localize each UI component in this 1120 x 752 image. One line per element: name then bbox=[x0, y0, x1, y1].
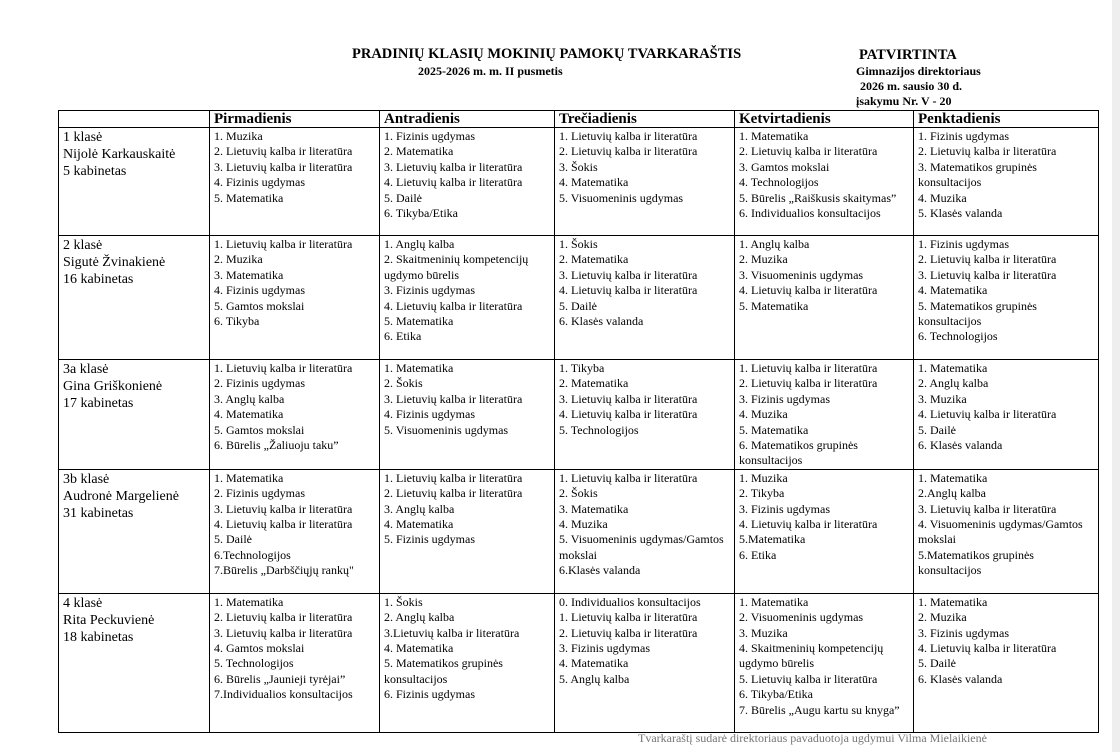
lesson-item: 5.Matematikos grupinės konsultacijos bbox=[918, 547, 1034, 578]
lesson-item: 3. Fizinis ugdymas bbox=[739, 501, 831, 516]
lesson-item: 4. Fizinis ugdymas bbox=[384, 407, 476, 422]
lesson-item: 3. Lietuvių kalba ir literatūra bbox=[214, 625, 353, 640]
lesson-item: 2. Lietuvių kalba ir literatūra bbox=[214, 610, 353, 625]
lesson-item: 1. Matematika bbox=[214, 470, 284, 485]
lesson-item: 2. Lietuvių kalba ir literatūra bbox=[559, 625, 698, 640]
lesson-item: 1. Anglų kalba bbox=[384, 237, 455, 251]
lesson-item: 5. Matematika bbox=[739, 298, 809, 313]
lessons-cell bbox=[914, 593, 1099, 732]
lesson-item: 3. Visuomeninis ugdymas bbox=[739, 267, 864, 282]
class-info-cell bbox=[59, 128, 210, 236]
lesson-item: 2. Matematika bbox=[384, 144, 454, 159]
lesson-item: 2. Matematika bbox=[559, 252, 629, 267]
room-number: 31 kabinetas bbox=[63, 505, 134, 521]
lesson-item: 3. Fizinis ugdymas bbox=[384, 283, 476, 298]
lesson-item: 6. Matematikos grupinės konsultacijos bbox=[739, 438, 858, 468]
class-row bbox=[59, 469, 1099, 593]
lesson-item: 3. Lietuvių kalba ir literatūra bbox=[214, 501, 353, 516]
lesson-item: 4. Matematika bbox=[559, 175, 629, 190]
class-row bbox=[59, 360, 1099, 470]
lesson-item: 4. Lietuvių kalba ir literatūra bbox=[384, 175, 523, 190]
lesson-item: 2. Matematika bbox=[559, 376, 629, 391]
footer-note: Tvarkaraštį sudarė direktoriaus pavaduotoja ugdymui Vilma Mielaikienė bbox=[638, 731, 987, 745]
class-name: 3a klasė bbox=[63, 362, 109, 377]
lesson-item: 5. Technologijos bbox=[559, 422, 639, 437]
lesson-item: 1. Anglų kalba bbox=[739, 237, 810, 251]
lesson-item: 2. Fizinis ugdymas bbox=[214, 486, 306, 501]
lesson-item: 1. Matematika bbox=[739, 594, 809, 609]
vertical-scrollbar[interactable] bbox=[1112, 0, 1120, 752]
room-number: 17 kabinetas bbox=[63, 396, 134, 411]
lesson-item: 6.Technologijos bbox=[214, 547, 291, 562]
lesson-item: 1. Muzika bbox=[739, 470, 788, 485]
room-number: 16 kabinetas bbox=[63, 272, 134, 287]
class-info-cell bbox=[59, 236, 210, 360]
teacher-name: Rita Peckuvienė bbox=[63, 612, 155, 628]
lessons-cell bbox=[914, 128, 1099, 236]
lesson-item: 5. Dailė bbox=[214, 532, 252, 547]
lesson-item: 2.Anglų kalba bbox=[918, 486, 986, 501]
class-name: 3b klasė bbox=[63, 471, 110, 487]
lessons-cell bbox=[914, 236, 1099, 360]
class-name: 2 klasė bbox=[63, 238, 103, 253]
lesson-item: 5. Lietuvių kalba ir literatūra bbox=[739, 671, 878, 686]
class-info-cell bbox=[59, 469, 210, 593]
lesson-item: 6. Klasės valanda bbox=[559, 314, 644, 329]
lesson-item: 6. Etika bbox=[384, 329, 422, 344]
class-name: 4 klasė bbox=[63, 595, 103, 611]
lesson-item: 5.Matematika bbox=[739, 532, 806, 547]
lessons-cell bbox=[380, 128, 555, 236]
approval-line: PATVIRTINTA bbox=[859, 47, 957, 63]
lesson-item: 2. Tikyba bbox=[739, 486, 785, 501]
lessons-cell bbox=[735, 593, 914, 732]
lesson-item: 1. Matematika bbox=[918, 470, 988, 485]
lesson-item: 3.Lietuvių kalba ir literatūra bbox=[384, 625, 520, 640]
lesson-item: 6. Klasės valanda bbox=[918, 671, 1003, 686]
lesson-item: 4. Muzika bbox=[739, 407, 788, 422]
lesson-item: 4. Lietuvių kalba ir literatūra bbox=[384, 298, 523, 313]
lessons-cell bbox=[735, 469, 914, 593]
lesson-item: 4. Fizinis ugdymas bbox=[214, 283, 306, 298]
lesson-item: 6. Etika bbox=[739, 547, 777, 562]
lesson-item: 4. Lietuvių kalba ir literatūra bbox=[739, 517, 878, 532]
lesson-item: 5. Gamtos mokslai bbox=[214, 422, 305, 437]
teacher-name: Nijolė Karkauskaitė bbox=[63, 147, 176, 162]
lesson-item: 1. Matematika bbox=[918, 594, 988, 609]
lesson-item: 1. Matematika bbox=[214, 594, 284, 609]
class-row bbox=[59, 593, 1099, 732]
lesson-item: 5. Būrelis „Raiškusis skaitymas” bbox=[739, 190, 897, 205]
lesson-item: 3. Lietuvių kalba ir literatūra bbox=[918, 501, 1057, 516]
header-empty-cell bbox=[59, 111, 210, 128]
lessons-cell bbox=[380, 469, 555, 593]
lesson-item: 3. Lietuvių kalba ir literatūra bbox=[384, 159, 523, 174]
lesson-item: 4. Fizinis ugdymas bbox=[214, 175, 306, 190]
teacher-name: Sigutė Žvinakienė bbox=[63, 255, 166, 270]
lesson-item: 2. Šokis bbox=[559, 486, 598, 501]
lesson-item: 6. Fizinis ugdymas bbox=[384, 687, 476, 702]
lesson-item: 3. Gamtos mokslai bbox=[739, 159, 830, 174]
lesson-item: 6. Tikyba/Etika bbox=[384, 206, 459, 221]
lesson-item: 2. Fizinis ugdymas bbox=[214, 376, 306, 391]
document-subtitle: 2025-2026 m. m. II pusmetis bbox=[418, 64, 563, 78]
lesson-item: 1. Fizinis ugdymas bbox=[918, 129, 1010, 143]
approval-stamp bbox=[857, 46, 981, 109]
lesson-item: 4. Lietuvių kalba ir literatūra bbox=[918, 407, 1057, 422]
room-number: 5 kabinetas bbox=[63, 164, 127, 179]
lessons-cell bbox=[210, 469, 380, 593]
lesson-item: 3. Muzika bbox=[739, 625, 788, 640]
lessons-cell bbox=[735, 360, 914, 470]
lessons-cell bbox=[380, 236, 555, 360]
document-title: PRADINIŲ KLASIŲ MOKINIŲ PAMOKŲ TVARKARAŠTIS bbox=[352, 46, 742, 62]
lessons-cell bbox=[380, 360, 555, 470]
lesson-item: 2. Lietuvių kalba ir literatūra bbox=[214, 144, 353, 159]
lesson-item: 2. Muzika bbox=[214, 252, 263, 267]
lesson-item: 1. Lietuvių kalba ir literatūra bbox=[739, 361, 878, 375]
lesson-item: 1. Muzika bbox=[214, 129, 263, 143]
class-row bbox=[59, 236, 1099, 360]
lesson-item: 4. Gamtos mokslai bbox=[214, 641, 305, 656]
lesson-item: 2. Muzika bbox=[739, 252, 788, 267]
lessons-cell bbox=[555, 360, 735, 470]
lesson-item: 6. Klasės valanda bbox=[918, 438, 1003, 453]
lessons-cell bbox=[210, 236, 380, 360]
lessons-cell bbox=[555, 128, 735, 236]
day-header: Ketvirtadienis bbox=[735, 111, 914, 128]
lesson-item: 3. Anglų kalba bbox=[384, 501, 455, 516]
lesson-item: 6. Technologijos bbox=[918, 329, 998, 344]
lesson-item: 5. Dailė bbox=[918, 656, 956, 671]
lesson-item: 5. Dailė bbox=[384, 190, 422, 205]
lesson-item: 4. Matematika bbox=[214, 407, 284, 422]
lesson-item: 5. Anglų kalba bbox=[559, 671, 630, 686]
lesson-item: 3. Fizinis ugdymas bbox=[918, 625, 1010, 640]
lesson-item: 2. Šokis bbox=[384, 376, 423, 391]
lesson-item: 3. Fizinis ugdymas bbox=[559, 641, 651, 656]
lesson-item: 3. Lietuvių kalba ir literatūra bbox=[384, 391, 523, 406]
lesson-item: 5. Matematikos grupinės konsultacijos bbox=[918, 298, 1037, 329]
lesson-item: 4. Technologijos bbox=[739, 175, 819, 190]
lessons-cell bbox=[210, 128, 380, 236]
lesson-item: 2. Anglų kalba bbox=[384, 610, 455, 625]
header-row bbox=[59, 111, 1099, 128]
lessons-cell bbox=[735, 128, 914, 236]
lesson-item: 3. Šokis bbox=[559, 159, 598, 174]
lesson-item: 4. Lietuvių kalba ir literatūra bbox=[739, 283, 878, 298]
lesson-item: 4. Lietuvių kalba ir literatūra bbox=[214, 517, 353, 532]
lesson-item: 3. Matematikos grupinės konsultacijos bbox=[918, 159, 1037, 190]
lessons-cell bbox=[914, 469, 1099, 593]
lessons-cell bbox=[210, 360, 380, 470]
class-info-cell bbox=[59, 593, 210, 732]
lesson-item: 4. Lietuvių kalba ir literatūra bbox=[559, 283, 698, 298]
lesson-item: 5. Visuomeninis ugdymas bbox=[559, 190, 684, 205]
lesson-item: 6. Tikyba bbox=[214, 314, 260, 329]
lesson-item: 1. Lietuvių kalba ir literatūra bbox=[214, 237, 353, 251]
lesson-item: 1. Tikyba bbox=[559, 361, 605, 375]
lesson-item: 4. Visuomeninis ugdymas/Gamtos mokslai bbox=[918, 517, 1083, 547]
lessons-cell bbox=[735, 236, 914, 360]
lesson-item: 1. Lietuvių kalba ir literatūra bbox=[559, 129, 698, 143]
lesson-item: 3. Lietuvių kalba ir literatūra bbox=[559, 391, 698, 406]
lesson-item: 5. Technologijos bbox=[214, 656, 294, 671]
day-header: Trečiadienis bbox=[555, 111, 735, 128]
lesson-item: 2. Anglų kalba bbox=[918, 376, 989, 391]
lesson-item: 2. Visuomeninis ugdymas bbox=[739, 610, 864, 625]
approval-line: įsakymu Nr. V - 20 bbox=[856, 94, 952, 108]
lesson-item: 5. Visuomeninis ugdymas bbox=[384, 422, 509, 437]
lesson-item: 5. Matematika bbox=[739, 422, 809, 437]
day-header: Penktadienis bbox=[914, 111, 1099, 128]
lesson-item: 4. Muzika bbox=[918, 190, 967, 205]
lesson-item: 6. Tikyba/Etika bbox=[739, 687, 814, 702]
lesson-item: 5. Gamtos mokslai bbox=[214, 298, 305, 313]
lesson-item: 3. Lietuvių kalba ir literatūra bbox=[214, 159, 353, 174]
lesson-item: 5. Dailė bbox=[918, 422, 956, 437]
teacher-name: Gina Griškonienė bbox=[63, 379, 163, 394]
lesson-item: 1. Matematika bbox=[384, 361, 454, 375]
lesson-item: 3. Muzika bbox=[918, 391, 967, 406]
lesson-item: 1. Šokis bbox=[559, 237, 598, 251]
lesson-item: 4. Matematika bbox=[918, 283, 988, 298]
lesson-item: 2. Skaitmeninių kompetencijų ugdymo būrelis bbox=[384, 252, 529, 282]
lessons-cell bbox=[380, 593, 555, 732]
lessons-cell bbox=[555, 469, 735, 593]
lesson-item: 3. Anglų kalba bbox=[214, 391, 285, 406]
lesson-item: 4. Lietuvių kalba ir literatūra bbox=[918, 641, 1057, 656]
lesson-item: 4. Muzika bbox=[559, 517, 608, 532]
lesson-item: 4. Matematika bbox=[384, 517, 454, 532]
lesson-item: 5. Matematika bbox=[384, 314, 454, 329]
lesson-item: 5. Klasės valanda bbox=[918, 206, 1003, 221]
lesson-item: 5. Visuomeninis ugdymas/Gamtos mokslai bbox=[559, 532, 724, 562]
room-number: 18 kabinetas bbox=[63, 629, 134, 645]
day-header: Pirmadienis bbox=[210, 111, 380, 128]
class-name: 1 klasė bbox=[63, 130, 103, 145]
lesson-item: 2. Lietuvių kalba ir literatūra bbox=[739, 376, 878, 391]
class-row bbox=[59, 128, 1099, 236]
lesson-item: 1. Lietuvių kalba ir literatūra bbox=[384, 470, 523, 485]
lesson-item: 7.Individualios konsultacijos bbox=[214, 687, 353, 702]
lesson-item: 7.Būrelis „Darbščiųjų rankų" bbox=[214, 563, 354, 578]
lessons-cell bbox=[555, 593, 735, 732]
lesson-item: 1. Matematika bbox=[739, 129, 809, 143]
lesson-item: 4. Matematika bbox=[384, 641, 454, 656]
lesson-item: 6. Individualios konsultacijos bbox=[739, 206, 881, 221]
lesson-item: 2. Lietuvių kalba ir literatūra bbox=[918, 144, 1057, 159]
lesson-item: 0. Individualios konsultacijos bbox=[559, 594, 701, 609]
lesson-item: 3. Matematika bbox=[214, 267, 284, 282]
lesson-item: 3. Matematika bbox=[559, 501, 629, 516]
lessons-cell bbox=[914, 360, 1099, 470]
lesson-item: 1. Šokis bbox=[384, 594, 423, 609]
day-header: Antradienis bbox=[380, 111, 555, 128]
lesson-item: 1. Lietuvių kalba ir literatūra bbox=[214, 361, 353, 375]
lesson-item: 5. Dailė bbox=[559, 298, 597, 313]
lesson-item: 1. Fizinis ugdymas bbox=[384, 129, 476, 143]
lesson-item: 1. Fizinis ugdymas bbox=[918, 237, 1010, 251]
lesson-item: 2. Lietuvių kalba ir literatūra bbox=[384, 486, 523, 501]
lesson-item: 3. Lietuvių kalba ir literatūra bbox=[918, 267, 1057, 282]
lesson-item: 2. Lietuvių kalba ir literatūra bbox=[559, 144, 698, 159]
lesson-item: 3. Fizinis ugdymas bbox=[739, 391, 831, 406]
lesson-item: 2. Lietuvių kalba ir literatūra bbox=[739, 144, 878, 159]
lesson-item: 4. Lietuvių kalba ir literatūra bbox=[559, 407, 698, 422]
lesson-item: 2. Lietuvių kalba ir literatūra bbox=[918, 252, 1057, 267]
lesson-item: 6.Klasės valanda bbox=[559, 563, 641, 578]
lesson-item: 1. Lietuvių kalba ir literatūra bbox=[559, 610, 698, 625]
lesson-item: 2. Muzika bbox=[918, 610, 967, 625]
lesson-item: 6. Būrelis „Jaunieji tyrėjai” bbox=[214, 671, 346, 686]
lesson-item: 4. Skaitmeninių kompetencijų ugdymo būrelis bbox=[739, 641, 884, 671]
lesson-item: 5. Matematikos grupinės konsultacijos bbox=[384, 656, 503, 686]
lesson-item: 5. Matematika bbox=[214, 190, 284, 205]
lesson-item: 3. Lietuvių kalba ir literatūra bbox=[559, 267, 698, 282]
class-info-cell bbox=[59, 360, 210, 470]
approval-line: Gimnazijos direktoriaus bbox=[856, 64, 981, 78]
lessons-cell bbox=[555, 236, 735, 360]
lesson-item: 7. Būrelis „Augu kartu su knyga” bbox=[739, 702, 900, 717]
lesson-item: 6. Būrelis „Žaliuoju taku” bbox=[214, 438, 339, 453]
lessons-cell bbox=[210, 593, 380, 732]
lesson-item: 1. Matematika bbox=[918, 361, 988, 375]
lesson-item: 4. Matematika bbox=[559, 656, 629, 671]
approval-line: 2026 m. sausio 30 d. bbox=[860, 79, 963, 93]
lesson-item: 1. Lietuvių kalba ir literatūra bbox=[559, 470, 698, 485]
teacher-name: Audronė Margelienė bbox=[63, 488, 179, 504]
schedule-table bbox=[58, 110, 1099, 733]
lesson-item: 5. Fizinis ugdymas bbox=[384, 532, 476, 547]
